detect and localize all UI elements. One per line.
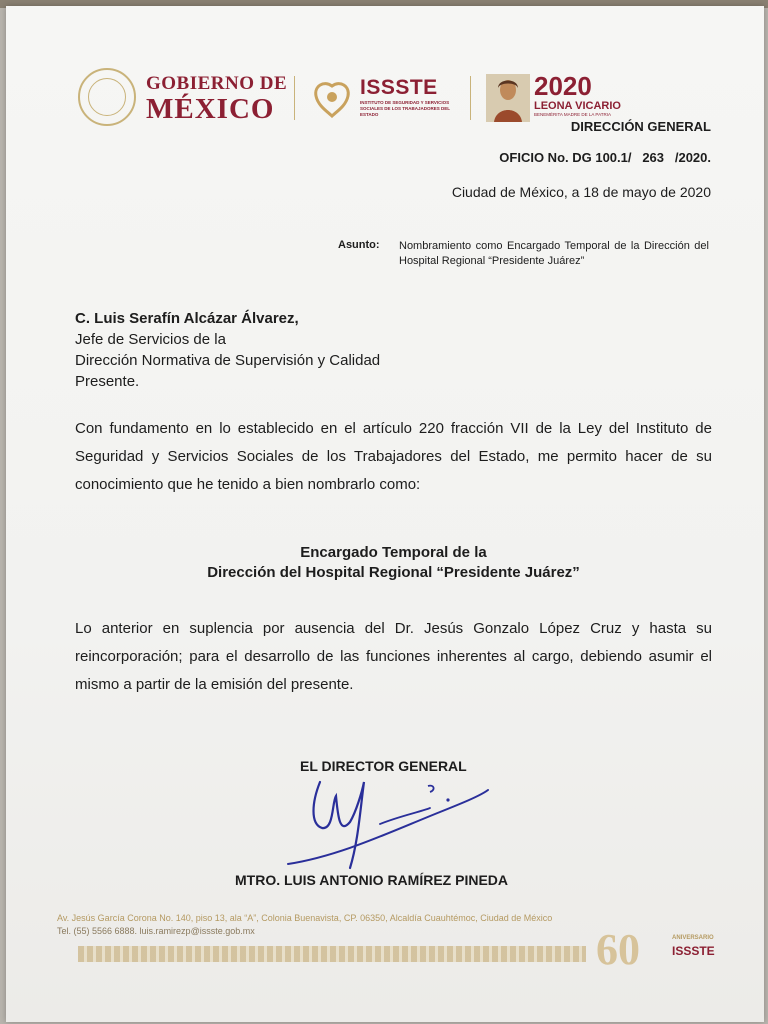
leona-vicario-label: LEONA VICARIO [534,100,621,112]
leona-vicario-subtitle: BENEMÉRITA MADRE DE LA PATRIA [534,112,612,117]
recipient-line2: Dirección Normativa de Supervisión y Calidad [75,352,381,369]
signature-title: EL DIRECTOR GENERAL [300,758,467,774]
recipient-line3: Presente. [75,373,140,390]
gobierno-de-mexico-logo [146,74,287,124]
oficio-number: OFICIO No. DG 100.1/ 263 /2020. [499,150,711,165]
appointment-title [75,543,712,583]
coat-of-arms-seal [78,68,136,126]
asunto-text: Nombramiento como Encargado Temporal de la Dirección del Hospital Regional “Presidente Juárez” [399,240,709,267]
decorative-greca-band [78,946,586,962]
footer-contact: Tel. (55) 5566 6888. luis.ramirezp@issste.gob.mx [57,926,255,936]
year-2020: 2020 [534,71,592,101]
sixty-anniversary-logo: 60 [596,925,640,974]
issste-name: ISSSTE [360,76,438,99]
header-divider [294,76,295,120]
gob-line1: GOBIERNO DE [146,73,288,94]
footer-issste-label: ISSSTE [672,944,715,958]
issste-subtitle: INSTITUTO DE SEGURIDAD Y SERVICIOS SOCIALES DE LOS TRABAJADORES DEL ESTADO [360,100,450,117]
recipient-line1: Jefe de Servicios de la [75,331,226,348]
handwritten-signature [280,772,510,878]
header-divider [470,76,471,120]
body-paragraph-2: Lo anterior en suplencia por ausencia del Dr. Jesús Gonzalo López Cruz y hasta su reincorporación; para el desarrollo de las funciones inherentes al cargo, debiendo asumir el mismo a partir de la emisión del presente. [75,620,712,693]
anniversary-label: ANIVERSARIO [672,935,714,941]
place-and-date: Ciudad de México, a 18 de mayo de 2020 [451,184,711,200]
appointment-line1: Encargado Temporal de la [300,544,487,561]
signatory-name: MTRO. LUIS ANTONIO RAMÍREZ PINEDA [235,872,508,888]
recipient-name: C. Luis Serafín Alcázar Álvarez, [75,310,299,327]
appointment-line2: Dirección del Hospital Regional “Presidente Juárez” [207,564,580,581]
leona-vicario-portrait [486,74,530,122]
gob-line2: MÉXICO [146,93,275,125]
recipient-block [75,308,380,392]
asunto-label: Asunto: [338,239,380,251]
issste-logo-icon [310,80,354,120]
direccion-general: DIRECCIÓN GENERAL [570,119,711,134]
body-paragraph-1: Con fundamento en lo establecido en el artículo 220 fracción VII de la Ley del Instituto de Seguridad y Servicios Sociales de los Trabajadores del Estado, me permito hacer de su conocimiento que he tenido a bien nombrarlo como: [75,420,712,493]
footer-address: Av. Jesús García Corona No. 140, piso 13, ala “A”, Colonia Buenavista, CP. 06350, Alcaldía Cuauhtémoc, Ciudad de México [57,913,553,923]
